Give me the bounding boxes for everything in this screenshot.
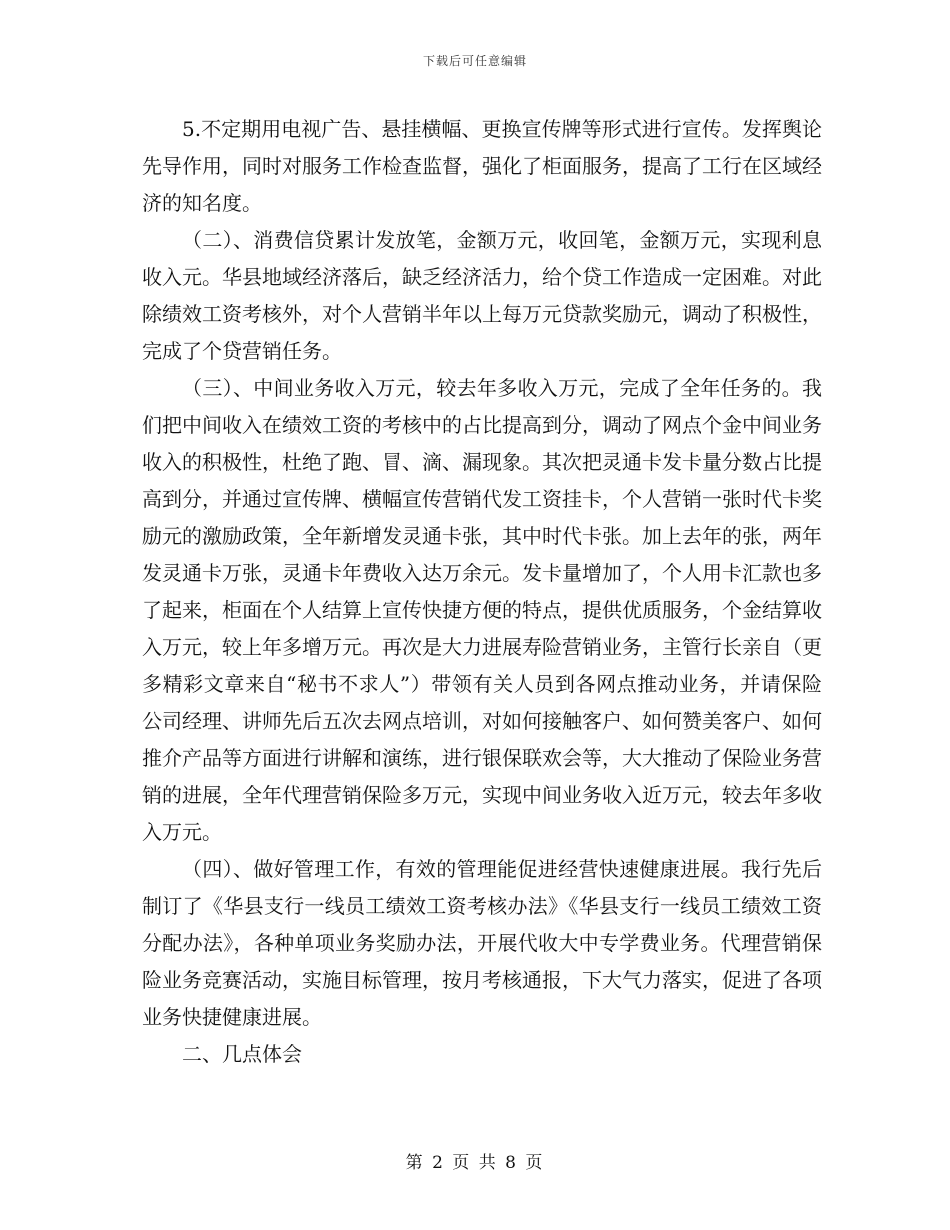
document-body — [142, 111, 822, 1073]
page-number-footer: 第 2 页 共 8 页 — [405, 1153, 545, 1173]
paragraph-intermediate-business: （三）、中间业务收入万元，较去年多收入万元，完成了全年任务的。我们把中间收入在绩效工资的考核中的占比提高到分，调动了网点个金中间业务收入的积极性，杜绝了跑、冒、滴、漏现象。其次把灵通卡发卡量分数占比提高到分，并通过宣传牌、横幅宣传营销代发工资挂卡，个人营销一张时代卡奖励元的激励政策，全年新增发灵通卡张，其中时代卡张。加上去年的张，两年发灵通卡万张，灵通卡年费收入达万余元。发卡量增加了，个人用卡汇款也多了起来，柜面在个人结算上宣传快捷方便的特点，提供优质服务，个金结算收入万元，较上年多增万元。再次是大力进展寿险营销业务，主管行长亲自（更多精彩文章来自“秘书不求人”）带领有关人员到各网点推动业务，并请保险公司经理、讲师先后五次去网点培训，对如何接触客户、如何赞美客户、如何推介产品等方面进行讲解和演练，进行银保联欢会等，大大推动了保险业务营销的进展，全年代理营销保险多万元，实现中间业务收入近万元，较去年多收入万元。 — [142, 376, 822, 844]
paragraph-consumer-credit: （二）、消费信贷累计发放笔，金额万元，收回笔，金额万元，实现利息收入元。华县地域经济落后，缺乏经济活力，给个贷工作造成一定困难。对此除绩效工资考核外，对个人营销半年以上每万元贷款奖励元，调动了积极性，完成了个贷营销任务。 — [142, 228, 822, 363]
page-header-note: 下载后可任意编辑 — [422, 54, 527, 68]
paragraph-management: （四）、做好管理工作，有效的管理能促进经营快速健康进展。我行先后制订了《华县支行一线员工绩效工资考核办法》《华县支行一线员工绩效工资分配办法》，各种单项业务奖励办法，开展代收大中专学费业务。代理营销保险业务竞赛活动，实施目标管理，按月考核通报，下大气力落实，促进了各项业务快捷健康进展。 — [142, 857, 822, 1029]
section-heading-experience: 二、几点体会 — [182, 1042, 302, 1066]
paragraph-publicity: 5.不定期用电视广告、悬挂横幅、更换宣传牌等形式进行宣传。发挥舆论先导作用，同时对服务工作检查监督，强化了柜面服务，提高了工行在区域经济的知名度。 — [142, 117, 822, 215]
